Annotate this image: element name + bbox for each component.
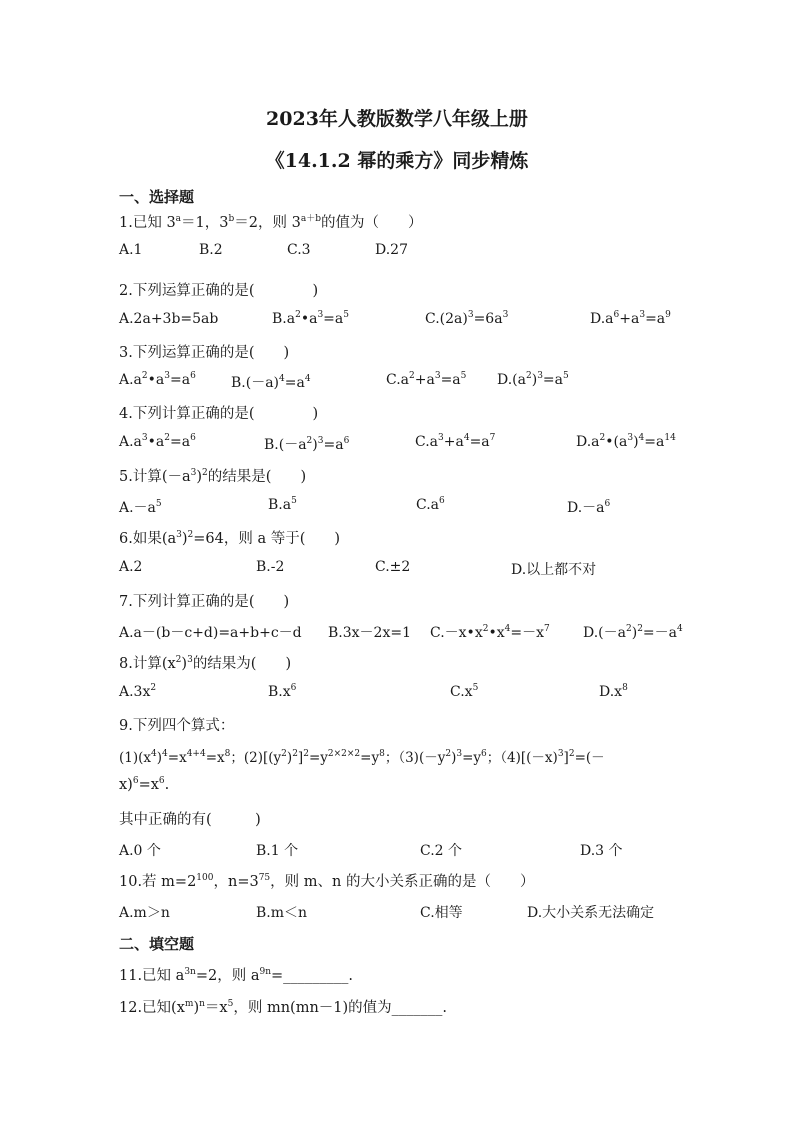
q7-option-c: $C.-x•x^2•x^4=-x^7$ bbox=[430, 624, 550, 641]
q10-option-c: C.相等 bbox=[420, 905, 463, 921]
section-heading-choice: 一、选择题 bbox=[119, 188, 195, 206]
question-7: 7.下列计算正确的是( ) bbox=[119, 594, 290, 610]
q5-option-c: $C.a^6$ bbox=[416, 496, 445, 513]
q8-option-b: $B.x^6$ bbox=[268, 683, 297, 700]
q6-option-a: A.2 bbox=[119, 559, 143, 575]
q3-option-a: $A.a^2•a^3=a^6$ bbox=[119, 371, 196, 388]
q4-option-b: $B.(-a^2)^3=a^6$ bbox=[264, 436, 350, 453]
question-2: 2.下列运算正确的是( ) bbox=[119, 283, 319, 299]
q6-option-b: B.-2 bbox=[256, 559, 285, 575]
question-8: 8.计算$(x^2)^3$的结果为( ) bbox=[119, 655, 292, 672]
q9-option-b: B.1 个 bbox=[256, 843, 299, 859]
q1-option-c: C.3 bbox=[287, 242, 311, 258]
q1-option-d: D.27 bbox=[375, 242, 408, 258]
question-1: 1.已知 $3^a=1$，$3^b=2$，则 $3^{a+b}$的值为（ ） bbox=[119, 214, 423, 231]
q2-option-c: $C.(2a)^3=6a^3$ bbox=[425, 310, 509, 327]
title-line-1: 2023年人教版数学八年级上册 bbox=[266, 108, 528, 130]
q9-option-a: A.0 个 bbox=[119, 843, 161, 859]
q7-option-a: A.a－(b－c+d)=a+b+c－d bbox=[119, 625, 302, 641]
q5-option-d: $D.-a^6$ bbox=[567, 499, 611, 516]
q7-option-b: B.3x－2x=1 bbox=[328, 625, 411, 641]
question-6: 6.如果$(a^3)^2=64$，则 a 等于( ) bbox=[119, 530, 341, 547]
q3-option-c: $C.a^2+a^3=a^5$ bbox=[386, 371, 467, 388]
title-line-2: 《14.1.2 幂的乘方》同步精炼 bbox=[265, 150, 529, 172]
q6-option-c: C.±2 bbox=[375, 559, 411, 575]
q1-option-a: A.1 bbox=[119, 242, 143, 258]
q10-option-d: D.大小关系无法确定 bbox=[527, 905, 655, 921]
q2-option-b: $B.a^2•a^3=a^5$ bbox=[272, 310, 349, 327]
question-4: 4.下列计算正确的是( ) bbox=[119, 406, 319, 422]
q2-option-d: $D.a^6+a^3=a^9$ bbox=[590, 310, 671, 327]
q8-option-a: $A.3x^2$ bbox=[119, 683, 157, 700]
question-9: 9.下列四个算式： bbox=[119, 718, 235, 734]
q9-option-c: C.2 个 bbox=[420, 843, 463, 859]
q2-option-a: A.2a+3b=5ab bbox=[119, 311, 219, 327]
q8-option-c: $C.x^5$ bbox=[450, 683, 479, 700]
section-heading-fill: 二、填空题 bbox=[119, 935, 195, 953]
question-12: 12.已知$(x^m)^n=x^5$，则 mn(mn－1)的值为_______. bbox=[119, 999, 448, 1016]
q5-option-a: $A.-a^5$ bbox=[119, 499, 162, 516]
q4-option-d: $D.a^2•(a^3)^4=a^{14}$ bbox=[576, 433, 676, 450]
question-3: 3.下列运算正确的是( ) bbox=[119, 345, 290, 361]
q9-option-d: D.3 个 bbox=[580, 843, 623, 859]
q10-option-a: A.m＞n bbox=[119, 905, 170, 921]
q10-option-b: B.m＜n bbox=[256, 905, 308, 921]
q3-option-b: $B.(-a)^4=a^4$ bbox=[231, 374, 311, 391]
q4-option-c: $C.a^3+a^4=a^7$ bbox=[415, 433, 496, 450]
q4-option-a: $A.a^3•a^2=a^6$ bbox=[119, 433, 196, 450]
q9-prompt: 其中正确的有( ) bbox=[119, 812, 261, 828]
q3-option-d: $D.(a^2)^3=a^5$ bbox=[497, 371, 569, 388]
question-5: 5.计算$(-a^3)^2$的结果是( ) bbox=[119, 468, 307, 485]
q7-option-d: $D.(-a^2)^2=-a^4$ bbox=[583, 624, 683, 641]
question-10: 10.若 $m=2^{100}$，$n=3^{75}$，则 m、n 的大小关系正确的是（ ） bbox=[119, 873, 535, 890]
q9-formula-line-1: $(1)(x^4)^4=x^{4+4}=x^8$；$(2)[(y^2)^2]^2=y^{2\times 2\times 2}=y^8$；$(3)(-y^2)^3=y^6$；$(4)[(-x)^3]^2=(-$ bbox=[119, 749, 605, 766]
q9-formula-line-2: $x)^6=x^6$. bbox=[119, 776, 170, 793]
question-11: 11.已知 $a^{3n}=2$，则 $a^{9n}=\_\_\_\_\_\_\_\_\_$. bbox=[119, 967, 354, 984]
q5-option-b: $B.a^5$ bbox=[268, 496, 297, 513]
q8-option-d: $D.x^8$ bbox=[599, 683, 628, 700]
q6-option-d: D.以上都不对 bbox=[511, 562, 597, 578]
q1-option-b: B.2 bbox=[199, 242, 223, 258]
